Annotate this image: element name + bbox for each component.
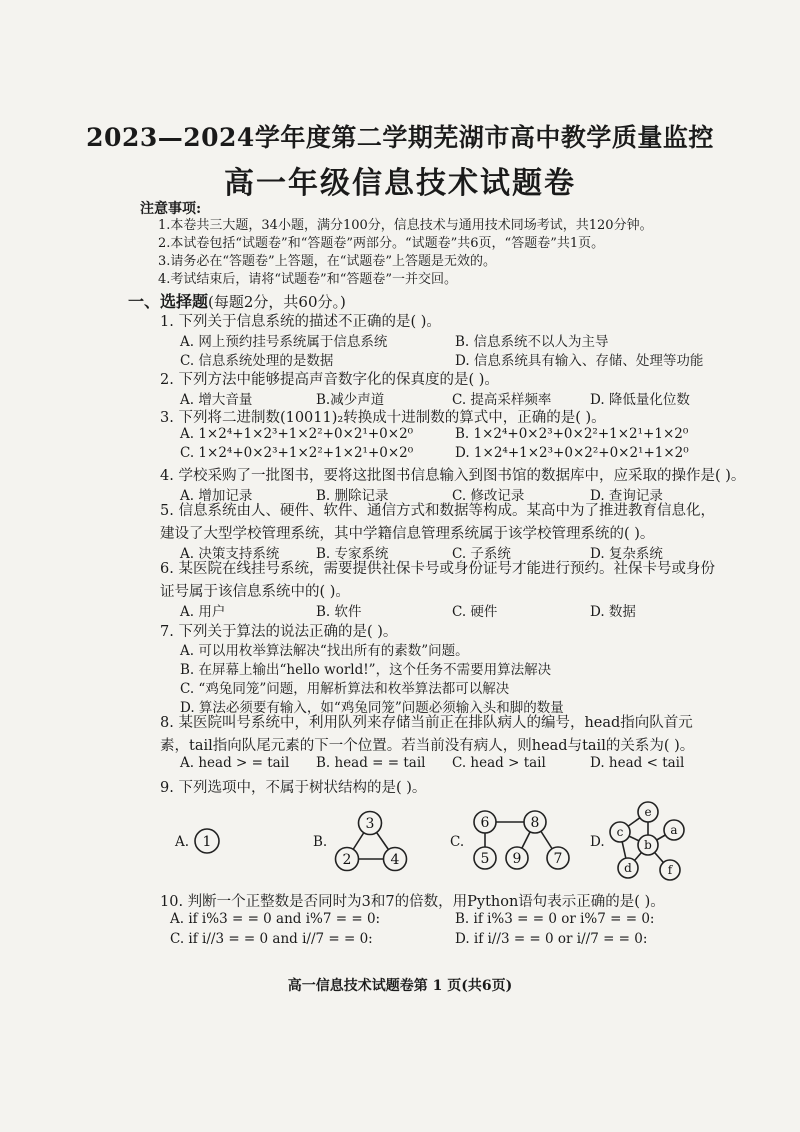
- question-2-option-b[interactable]: B.减少声道: [316, 392, 385, 408]
- graph-node-label: 8: [530, 815, 540, 831]
- question-9-option-d[interactable]: D.: [590, 834, 605, 850]
- question-4-option-b[interactable]: B. 删除记录: [316, 488, 389, 504]
- question-6-option-a[interactable]: A. 用户: [180, 604, 226, 620]
- graph-node-label: d: [624, 861, 632, 875]
- graph-node-label: 9: [512, 851, 522, 867]
- notice-heading: 注意事项:: [140, 201, 202, 217]
- question-7-option-a[interactable]: A. 可以用枚举算法解决“找出所有的素数”问题。: [180, 643, 469, 659]
- page-footer: 高一信息技术试题卷第 1 页(共6页): [287, 978, 513, 994]
- question-4-option-d[interactable]: D. 查询记录: [590, 488, 663, 504]
- question-4-stem: 4. 学校采购了一批图书，要将这批图书信息输入到图书馆的数据库中，应采取的操作是( )。: [160, 468, 746, 484]
- question-6-stem: 6. 某医院在线挂号系统，需要提供社保卡号或身份证号才能进行预约。社保卡号或身份证号属于该信息系统中的( )。: [160, 561, 715, 600]
- question-7-option-b[interactable]: B. 在屏幕上输出“hello world!”，这个任务不需要用算法解决: [180, 662, 552, 678]
- question-9-option-b[interactable]: B.: [313, 834, 328, 850]
- question-3-option-b[interactable]: B. 1×2⁴+0×2³+0×2²+1×2¹+1×2⁰: [455, 426, 689, 442]
- graph-node-label: c: [616, 825, 624, 839]
- question-3-option-d[interactable]: D. 1×2⁴+1×2³+0×2²+0×2¹+1×2⁰: [455, 445, 689, 461]
- graph-node-label: f: [667, 863, 673, 877]
- graph-node-label: 7: [553, 851, 563, 867]
- section-score: (每题2分，共60分。): [208, 293, 346, 311]
- question-2-option-c[interactable]: C. 提高采样频率: [452, 392, 552, 408]
- question-1-option-d[interactable]: D. 信息系统具有输入、存储、处理等功能: [455, 353, 704, 369]
- question-2-option-a[interactable]: A. 增大音量: [180, 392, 253, 408]
- graph-node-label: 5: [480, 851, 490, 867]
- question-9-option-c[interactable]: C.: [450, 834, 465, 850]
- notice-item: 1.本卷共三大题，34小题，满分100分，信息技术与通用技术同场考试，共120分钟。: [158, 218, 653, 233]
- question-5-option-b[interactable]: B. 专家系统: [316, 546, 389, 562]
- question-5-stem: 5. 信息系统由人、硬件、软件、通信方式和数据等构成。某高中为了推进教育信息化，建设了大型学校管理系统，其中学籍信息管理系统属于该学校管理系统的( )。: [160, 503, 715, 542]
- question-8-option-c[interactable]: C. head > tail: [452, 755, 546, 771]
- question-5-option-c[interactable]: C. 子系统: [452, 546, 511, 562]
- question-10-option-b[interactable]: B. if i%3 = = 0 or i%7 = = 0:: [455, 911, 655, 927]
- question-2-option-d[interactable]: D. 降低量化位数: [590, 392, 690, 408]
- question-10-option-c[interactable]: C. if i//3 = = 0 and i//7 = = 0:: [170, 931, 373, 947]
- notice-item: 3.请务必在“答题卷”上答题，在“试题卷”上答题是无效的。: [158, 254, 496, 269]
- exam-title-line1: 2023—2024学年度第二学期芜湖市高中教学质量监控: [86, 123, 714, 152]
- question-3-stem: 3. 下列将二进制数(10011)₂转换成十进制数的算式中，正确的是( )。: [160, 410, 606, 426]
- graph-node-label: 2: [342, 852, 352, 868]
- question-9-option-a[interactable]: A.: [175, 834, 190, 850]
- question-5-option-a[interactable]: A. 决策支持系统: [180, 546, 280, 562]
- question-1-stem: 1. 下列关于信息系统的描述不正确的是( )。: [160, 314, 441, 330]
- graph-node-label: a: [670, 823, 678, 837]
- question-1-option-c[interactable]: C. 信息系统处理的是数据: [180, 353, 334, 369]
- graph-node-label: 4: [390, 852, 400, 868]
- notice-item: 2.本试卷包括“试题卷”和“答题卷”两部分。“试题卷”共6页，“答题卷”共1页。: [158, 236, 605, 251]
- notice-item: 4.考试结束后，请将“试题卷”和“答题卷”一并交回。: [158, 272, 457, 287]
- question-4-option-c[interactable]: C. 修改记录: [452, 488, 525, 504]
- question-8-option-d[interactable]: D. head < tail: [590, 755, 685, 771]
- question-1-option-b[interactable]: B. 信息系统不以人为主导: [455, 334, 609, 350]
- graph-node-label: 1: [202, 834, 212, 850]
- question-9-stem: 9. 下列选项中，不属于树状结构的是( )。: [160, 780, 427, 796]
- question-6-option-b[interactable]: B. 软件: [316, 604, 362, 620]
- question-7-stem: 7. 下列关于算法的说法正确的是( )。: [160, 624, 398, 640]
- question-8-stem: 8. 某医院叫号系统中，利用队列来存储当前正在排队病人的编号，head指向队首元素，tail指向队尾元素的下一个位置。若当前没有病人，则head与tail的关系为( )。: [160, 715, 695, 754]
- graph-node-label: e: [644, 805, 652, 819]
- question-6-option-c[interactable]: C. 硬件: [452, 604, 498, 620]
- question-3-option-a[interactable]: A. 1×2⁴+1×2³+1×2²+0×2¹+0×2⁰: [180, 426, 414, 442]
- graph-node-label: 6: [480, 815, 490, 831]
- question-10-option-a[interactable]: A. if i%3 = = 0 and i%7 = = 0:: [170, 911, 381, 927]
- question-6-option-d[interactable]: D. 数据: [590, 604, 636, 620]
- question-1-option-a[interactable]: A. 网上预约挂号系统属于信息系统: [180, 334, 388, 350]
- question-2-stem: 2. 下列方法中能够提高声音数字化的保真度的是( )。: [160, 372, 499, 388]
- question-8-option-b[interactable]: B. head = = tail: [316, 755, 426, 771]
- question-8-option-a[interactable]: A. head > = tail: [180, 755, 290, 771]
- graph-node-label: b: [644, 838, 652, 852]
- exam-title-line2: 高一年级信息技术试题卷: [224, 166, 576, 201]
- question-5-option-d[interactable]: D. 复杂系统: [590, 546, 663, 562]
- section-label: 一、选择题: [128, 292, 209, 311]
- question-10-stem: 10. 判断一个正整数是否同时为3和7的倍数，用Python语句表示正确的是( )。: [160, 894, 665, 910]
- question-10-option-d[interactable]: D. if i//3 = = 0 or i//7 = = 0:: [455, 931, 648, 947]
- question-3-option-c[interactable]: C. 1×2⁴+0×2³+1×2²+1×2¹+0×2⁰: [180, 445, 414, 461]
- graph-node-label: 3: [365, 816, 375, 832]
- question-4-option-a[interactable]: A. 增加记录: [180, 488, 253, 504]
- question-7-option-d[interactable]: D. 算法必须要有输入，如“鸡兔同笼”问题必须输入头和脚的数量: [180, 700, 564, 716]
- question-7-option-c[interactable]: C. “鸡兔同笼”问题，用解析算法和枚举算法都可以解决: [180, 681, 510, 697]
